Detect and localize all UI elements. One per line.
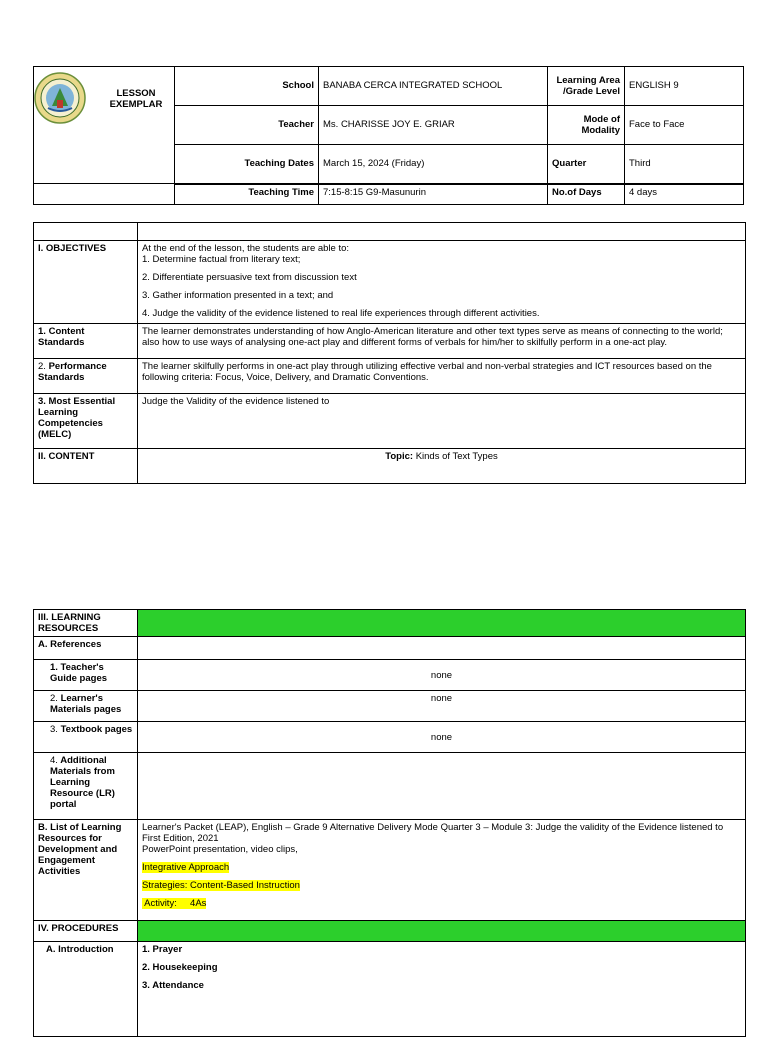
activity-highlight: Activity: 4As [142,898,207,909]
section-header-fill [138,921,746,942]
topic-label: Topic: [385,451,414,462]
additional-materials-label [34,753,138,820]
teacher-label: Teacher [175,105,319,144]
list-resources-line: PowerPoint presentation, video clips, [142,844,298,855]
procedure-step: 1. Prayer [142,944,183,955]
content-standards-label [34,324,138,359]
textbook-num: 3. [50,724,58,735]
days-label: No.of Days [548,184,625,205]
performance-standards-value: The learner skilfully performs in one-act play through utilizing effective verbal and non-verbal strategies and ICT resources based on the following criteria: Focus, Voice, Delivery, and Dramatic Conventions. [138,359,746,394]
dates-label: Teaching Dates [175,144,319,183]
list-resources-label: B. List of Learning Resources for Development and Engagement Activities [34,820,138,921]
introduction-label: A. Introduction [34,942,138,1037]
list-resources-body [138,820,746,921]
dates-value: March 15, 2024 (Friday) [319,144,548,183]
time-value: 7:15-8:15 G9-Masunurin [319,184,548,205]
references-label: A. References [34,637,138,660]
approach-highlight: Integrative Approach [142,862,230,873]
textbook-text: Textbook pages [60,724,133,735]
section-header-fill [138,610,746,637]
textbook-label [34,722,138,753]
quarter-value: Third [625,144,744,183]
learning-area-label: Learning Area /Grade Level [548,67,625,106]
content-standards-num: 1. [38,326,46,337]
topic-value: Kinds of Text Types [415,451,498,462]
mode-label: Mode of Modality [548,105,625,144]
logo-cell [34,67,175,184]
school-value: BANABA CERCA INTEGRATED SCHOOL [319,67,548,106]
content-label: II. CONTENT [34,449,138,484]
procedure-step: 3. Attendance [142,980,204,991]
objective-item: 1. Determine factual from literary text; [142,254,301,265]
empty-cell [34,184,175,205]
objective-item: 2. Differentiate persuasive text from discussion text [142,272,357,283]
list-resources-line: Learner's Packet (LEAP), English – Grade 9 Alternative Delivery Mode Quarter 3 – Module 3: Judge the validity of the Evidence listened to First Edition, 2021 [142,822,724,844]
learners-materials-text: Learner's Materials pages [50,693,122,715]
teachers-guide-label: 1. Teacher's Guide pages [34,660,138,691]
title-line-2: EXEMPLAR [109,99,163,110]
performance-standards-text: Performance Standards [38,361,107,383]
blank-cell [138,637,746,660]
objectives-table [33,222,746,484]
title-line-1: LESSON [116,88,156,99]
melc-value: Judge the Validity of the evidence listened to [138,394,746,449]
performance-standards-num: 2. [38,361,46,372]
learning-resources-label: III. LEARNING RESOURCES [34,610,138,637]
content-topic [138,449,746,484]
lesson-header-table [33,66,744,205]
additional-materials-num: 4. [50,755,58,766]
teacher-value: Ms. CHARISSE JOY E. GRIAR [319,105,548,144]
resources-table [33,609,746,1037]
melc-label: 3. Most Essential Learning Competencies (MELC) [34,394,138,449]
days-value: 4 days [625,184,744,205]
objective-item: 4. Judge the validity of the evidence listened to real life experiences through different activities. [142,308,540,319]
objectives-intro: At the end of the lesson, the students are able to: [142,243,350,254]
blank-cell [138,753,746,820]
quarter-label: Quarter [548,144,625,183]
content-standards-value: The learner demonstrates understanding of how Anglo-American literature and other text types serve as means of connecting to the world; also how to use ways of analysing one-act play and different forms of verbals for him/her to skilfully perform in a one-act play. [138,324,746,359]
learners-materials-num: 2. [50,693,58,704]
objective-item: 3. Gather information presented in a text; and [142,290,334,301]
objectives-label: I. OBJECTIVES [34,241,138,324]
objectives-body [138,241,746,324]
procedures-body [138,942,746,1037]
blank-cell [34,223,138,241]
performance-standards-label [34,359,138,394]
strategies-highlight: Strategies: Content-Based Instruction [142,880,300,891]
procedure-step: 2. Housekeeping [142,962,218,973]
teachers-guide-value: none [138,660,746,691]
learners-materials-value: none [138,691,746,722]
mode-value: Face to Face [625,105,744,144]
learners-materials-label [34,691,138,722]
learning-area-value: ENGLISH 9 [625,67,744,106]
content-standards-text: Content Standards [38,326,85,348]
procedures-label: IV. PROCEDURES [34,921,138,942]
school-label: School [175,67,319,106]
time-label: Teaching Time [175,184,319,205]
additional-materials-text: Additional Materials from Learning Resource (LR) portal [50,755,115,810]
textbook-value: none [138,722,746,753]
blank-cell [138,223,746,241]
